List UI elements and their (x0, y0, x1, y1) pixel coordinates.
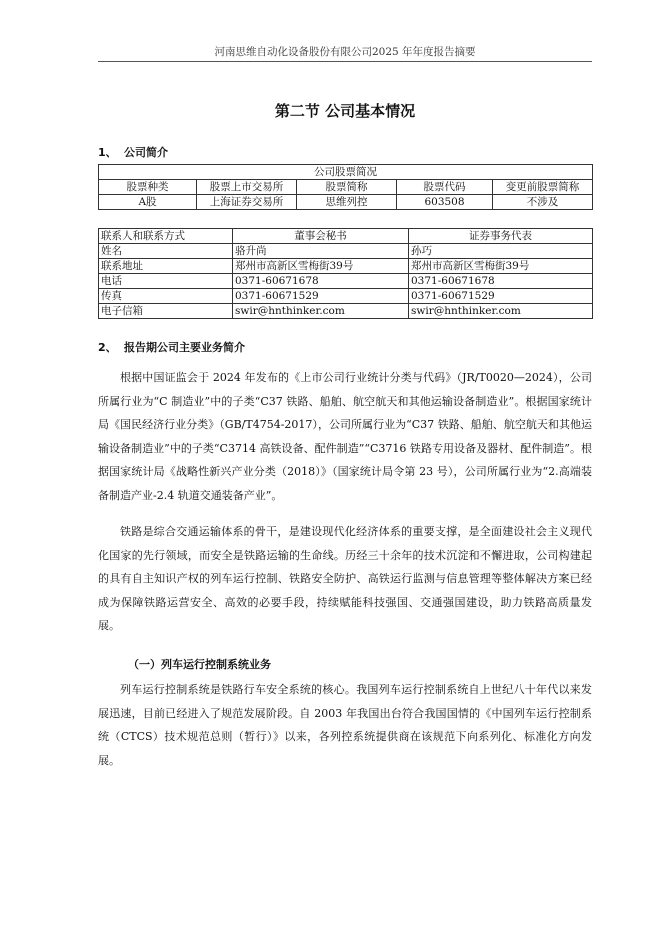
table-row (99, 304, 593, 319)
stock-header-cell: 股票种类 (99, 180, 197, 195)
section-1-heading (98, 144, 168, 160)
table-row (99, 259, 593, 274)
table-row (99, 244, 593, 259)
previous-name-cell: 不涉及 (493, 195, 593, 210)
stock-table-header-row (99, 180, 593, 195)
table-row (99, 274, 593, 289)
table-row (99, 195, 593, 210)
stock-header-cell: 股票上市交易所 (197, 180, 297, 195)
table-cell: 0371-60671529 (409, 289, 593, 304)
section-2-title: 报告期公司主要业务简介 (124, 341, 245, 354)
table-cell: 骆升尚 (233, 244, 409, 259)
section-1-title: 公司简介 (124, 146, 168, 159)
sub-heading-train-control: （一）列车运行控制系统业务 (128, 658, 271, 671)
paragraph-train-control: 列车运行控制系统是铁路行车安全系统的核心。我国列车运行控制系统自上世纪八十年代以来发展迅速，目前已经进入了规范发展阶段。自 2003 年我国出台符合我国国情的《中国列车运行控制系统（CTCS）技术规范总则（暂行）》以来，各列控系统提供商在该规范下向系列化、标准化方向发展。 (98, 683, 592, 767)
email-cell: swir@hnthinker.com (409, 304, 593, 319)
contact-table-header-row (99, 229, 593, 244)
paragraph-industry-classification: 根据中国证监会于 2024 年发布的《上市公司行业统计分类与代码》（JR/T0020—2024），公司所属行业为“C 制造业”中的子类“C37 铁路、船舶、航空航天和其他运输设备制造业”。根据国家统计局《国民经济行业分类》（GB/T4754-2017），公司所属行业为“C37 铁路、船舶、航空航天和其他运输设备制造业”中的子类“C3714 高铁设备、配件制造”“C3716 铁路专用设备及器材、配件制造”。根据国家统计局《战略性新兴产业分类（2018）》（国家统计局令第 23 号），公司所属行业为“2.高端装备制造产业-2.4 轨道交通装备产业”。 (98, 371, 592, 502)
section-2-number: 2、 (98, 341, 117, 354)
table-cell: 0371-60671678 (233, 274, 409, 289)
header-divider (98, 61, 592, 62)
paragraph-railway-overview: 铁路是综合交通运输体系的骨干，是建设现代化经济体系的重要支撑，是全面建设社会主义现代化国家的先行领域，而安全是铁路运输的生命线。历经三十余年的技术沉淀和不懈进取，公司构建起的具有自主知识产权的列车运行控制、铁路安全防护、高铁运行监测与信息管理等整体解决方案已经成为保障铁路运营安全、高效的必要手段，持续赋能科技强国、交通强国建设，助力铁路高质量发展。 (98, 525, 592, 632)
exchange-cell: 上海证券交易所 (197, 195, 297, 210)
table-cell: 0371-60671529 (233, 289, 409, 304)
stock-table (98, 164, 593, 210)
section-1-number: 1、 (98, 146, 117, 159)
page-header: 河南思维自动化设备股份有限公司2025 年年度报告摘要 (214, 46, 476, 58)
contact-header-cell: 证券事务代表 (409, 229, 593, 244)
contact-header-cell: 联系人和联系方式 (99, 229, 233, 244)
table-cell: 郑州市高新区雪梅街39号 (233, 259, 409, 274)
row-label-cell: 电话 (99, 274, 233, 289)
section-title: 第二节 公司基本情况 (274, 102, 416, 120)
stock-header-cell: 变更前股票简称 (493, 180, 593, 195)
row-label-cell: 联系地址 (99, 259, 233, 274)
table-cell: 0371-60671678 (409, 274, 593, 289)
stock-type-cell: A股 (99, 195, 197, 210)
table-row (99, 289, 593, 304)
email-cell: swir@hnthinker.com (233, 304, 409, 319)
stock-header-cell: 股票代码 (397, 180, 493, 195)
row-label-cell: 姓名 (99, 244, 233, 259)
stock-code-cell: 603508 (397, 195, 493, 210)
stock-table-caption: 公司股票简况 (99, 165, 593, 180)
stock-header-cell: 股票简称 (297, 180, 397, 195)
row-label-cell: 传真 (99, 289, 233, 304)
contact-header-cell: 董事会秘书 (233, 229, 409, 244)
stock-short-name-cell: 思维列控 (297, 195, 397, 210)
table-cell: 孙巧 (409, 244, 593, 259)
section-2-heading (98, 339, 245, 355)
row-label-cell: 电子信箱 (99, 304, 233, 319)
table-cell: 郑州市高新区雪梅街39号 (409, 259, 593, 274)
contact-table (98, 228, 593, 319)
